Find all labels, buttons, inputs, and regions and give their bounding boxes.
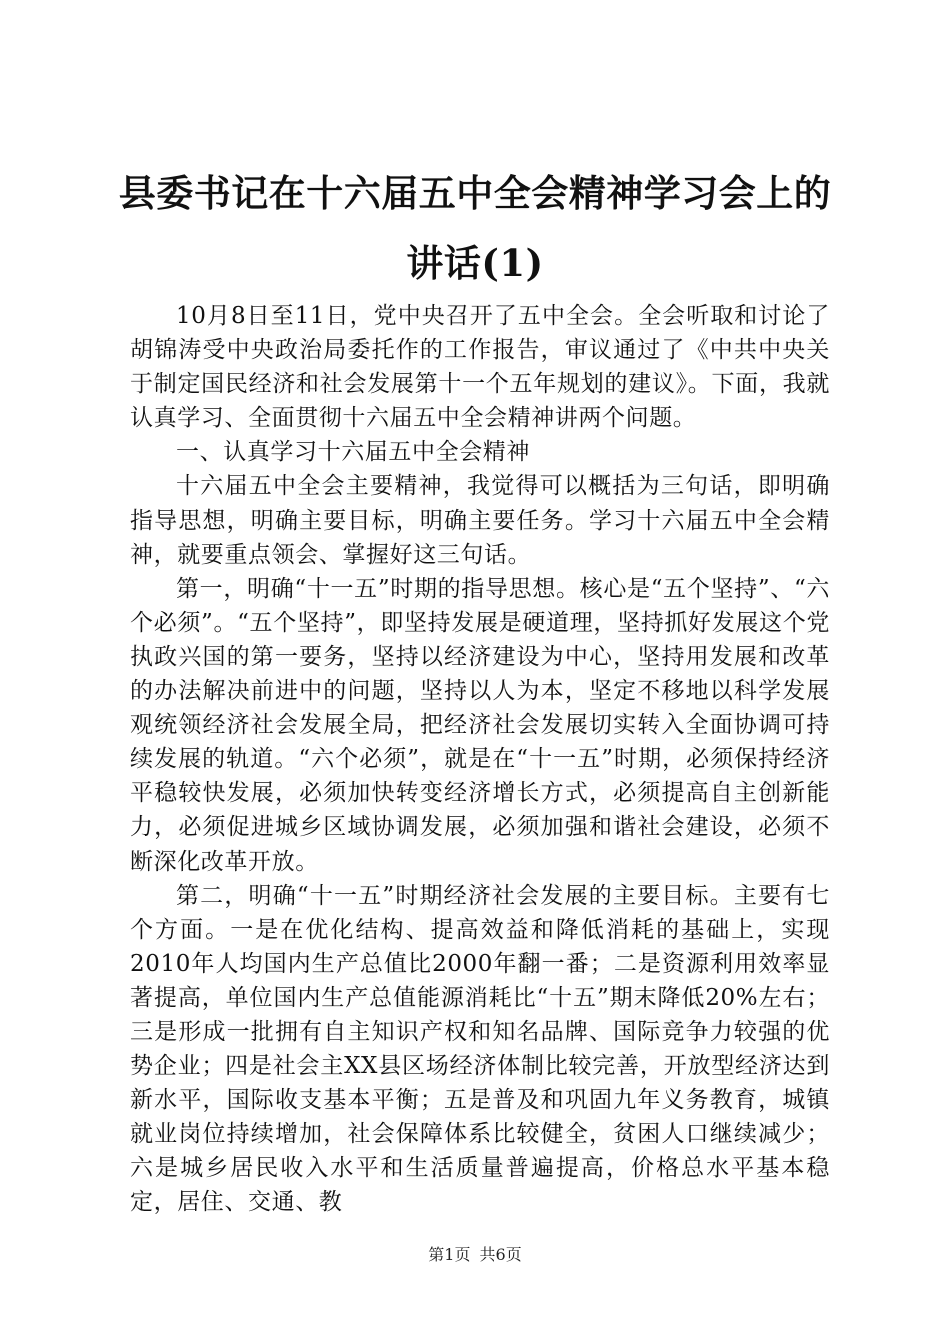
- document-body: [130, 299, 830, 1220]
- paragraph-intro: 10月8日至11日，党中央召开了五中全会。全会听取和讨论了胡锦涛受中央政治局委托作的工作报告，审议通过了《中共中央关于制定国民经济和社会发展第十一个五年规划的建议》。下面，我就认真学习、全面贯彻十六届五中全会精神讲两个问题。: [130, 303, 830, 432]
- document-title: 县委书记在十六届五中全会精神学习会上的讲话(1): [118, 171, 832, 285]
- paragraph-second-point: 第二，明确“十一五”时期经济社会发展的主要目标。主要有七个方面。一是在优化结构、提高效益和降低消耗的基础上，实现2010年人均国内生产总值比2000年翻一番；二是资源利用效率显著提高，单位国内生产总值能源消耗比“十五”期末降低20%左右；三是形成一批拥有自主知识产权和知名品牌、国际竞争力较强的优势企业；四是社会主XX县区场经济体制比较完善，开放型经济达到新水平，国际收支基本平衡；五是普及和巩固九年义务教育，城镇就业岗位持续增加，社会保障体系比较健全，贫困人口继续减少；六是城乡居民收入水平和生活质量普遍提高，价格总水平基本稳定，居住、交通、教: [130, 882, 830, 1216]
- paragraph-summary: 十六届五中全会主要精神，我觉得可以概括为三句话，即明确指导思想，明确主要目标，明确主要任务。学习十六届五中全会精神，就要重点领会、掌握好这三句话。: [130, 473, 830, 568]
- page-number: 第1页: [428, 1245, 471, 1264]
- page-total: 共6页: [479, 1245, 522, 1264]
- page-footer: [0, 1242, 950, 1265]
- paragraph-first-point: 第一，明确“十一五”时期的指导思想。核心是“五个坚持”、“六个必须”。“五个坚持”，即坚持发展是硬道理，坚持抓好发展这个党执政兴国的第一要务，坚持以经济建设为中心，坚持用发展和改革的办法解决前进中的问题，坚持以人为本，坚定不移地以科学发展观统领经济社会发展全局，把经济社会发展切实转入全面协调可持续发展的轨道。“六个必须”，就是在“十一五”时期，必须保持经济平稳较快发展，必须加快转变经济增长方式，必须提高自主创新能力，必须促进城乡区域协调发展，必须加强和谐社会建设，必须不断深化改革开放。: [130, 575, 830, 875]
- section-heading: 一、认真学习十六届五中全会精神: [176, 439, 530, 466]
